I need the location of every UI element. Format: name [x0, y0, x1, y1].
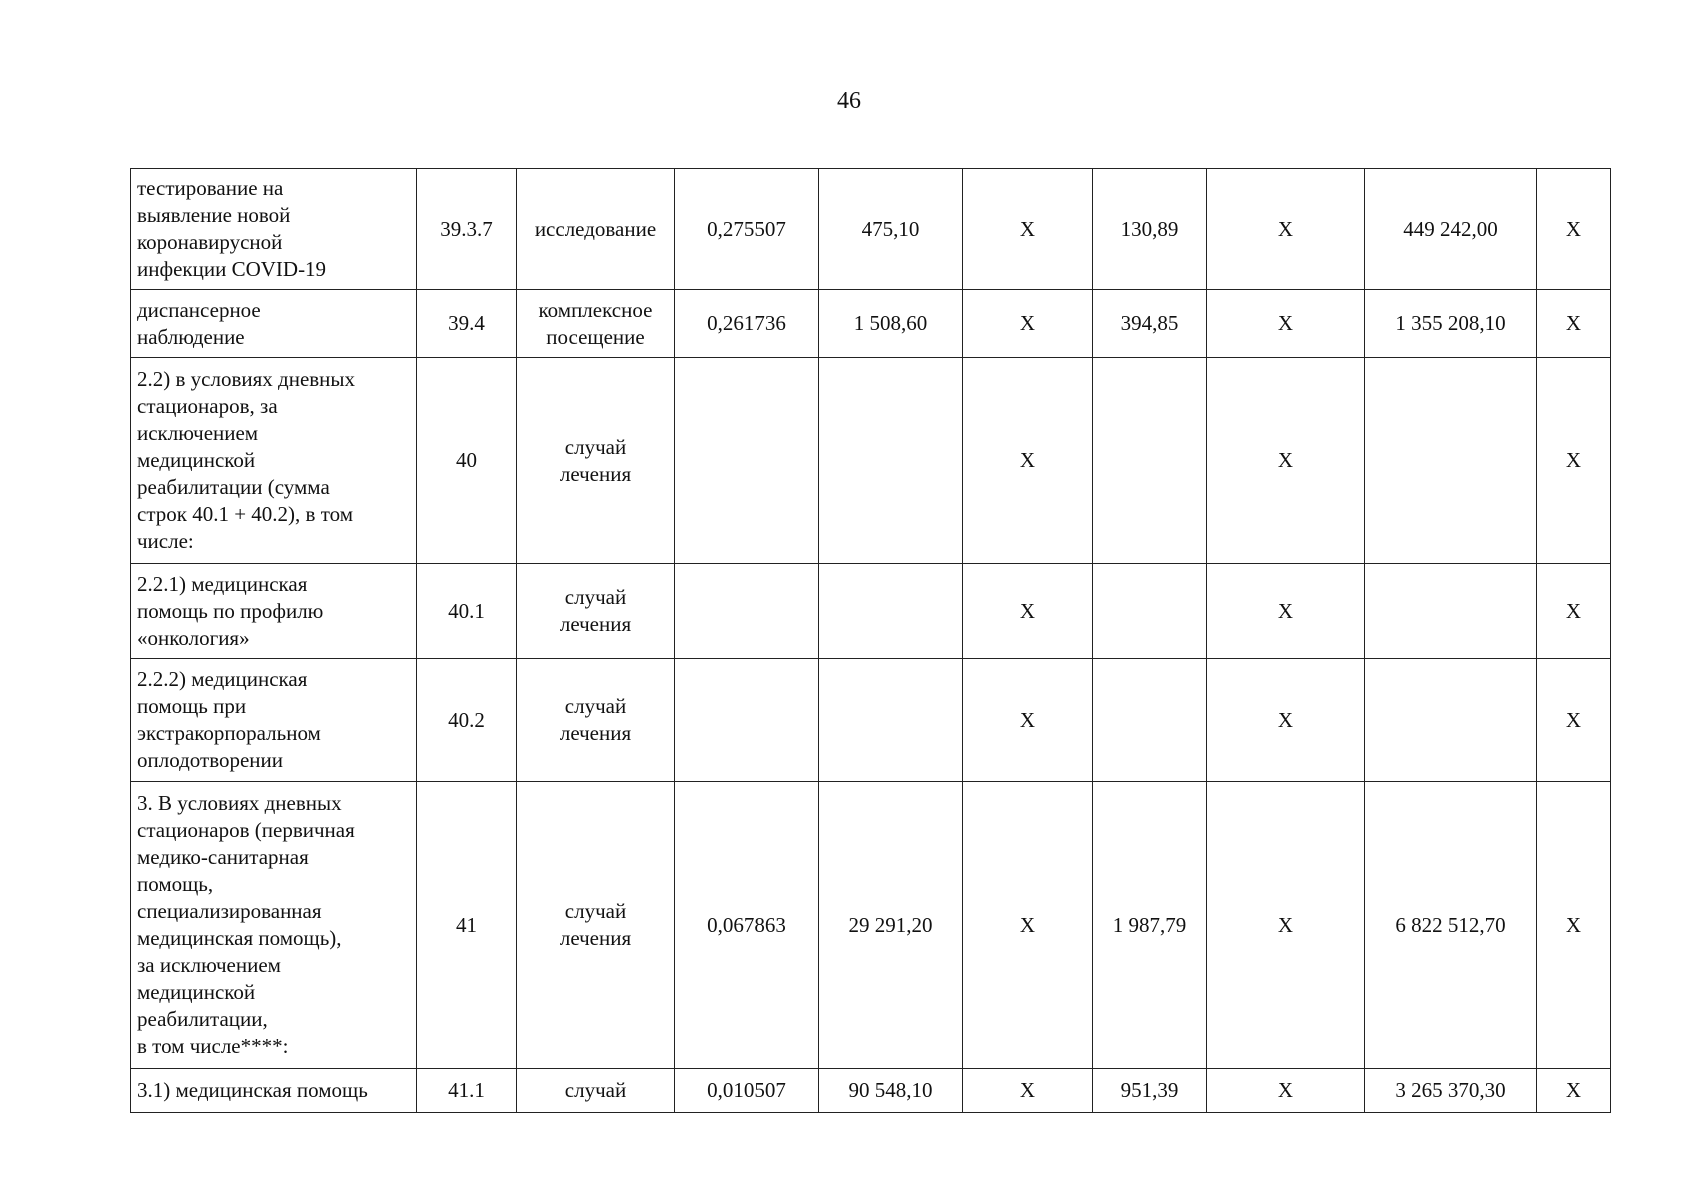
- row-x-mark-cell: X: [963, 1069, 1093, 1113]
- row-value-cell: 475,10: [819, 169, 963, 290]
- row-name-cell: 2.2) в условиях дневных стационаров, за исключением медицинской реабилитации (сумма строк 40.1 + 40.2), в том числе:: [131, 358, 417, 564]
- row-x-mark-cell: X: [963, 169, 1093, 290]
- row-value-cell: 0,275507: [675, 169, 819, 290]
- row-value-cell: 394,85: [1093, 290, 1207, 358]
- table-row: [131, 564, 1611, 659]
- row-value-cell: 1 987,79: [1093, 782, 1207, 1069]
- row-unit-cell: комплексное посещение: [517, 290, 675, 358]
- row-value-cell: [819, 659, 963, 782]
- row-x-mark-cell: X: [1537, 169, 1611, 290]
- row-x-mark-cell: X: [1207, 169, 1365, 290]
- table-row: [131, 782, 1611, 1069]
- row-unit-cell: случай лечения: [517, 358, 675, 564]
- row-code-cell: 39.4: [417, 290, 517, 358]
- row-value-cell: 449 242,00: [1365, 169, 1537, 290]
- row-x-mark-cell: X: [1537, 782, 1611, 1069]
- row-code-cell: 40.1: [417, 564, 517, 659]
- row-x-mark-cell: X: [1207, 1069, 1365, 1113]
- row-code-cell: 40: [417, 358, 517, 564]
- row-value-cell: 90 548,10: [819, 1069, 963, 1113]
- data-table: [130, 168, 1611, 1113]
- row-value-cell: [1093, 659, 1207, 782]
- row-value-cell: 3 265 370,30: [1365, 1069, 1537, 1113]
- row-unit-cell: случай лечения: [517, 782, 675, 1069]
- row-value-cell: [1093, 358, 1207, 564]
- row-x-mark-cell: X: [1537, 1069, 1611, 1113]
- row-x-mark-cell: X: [963, 358, 1093, 564]
- row-value-cell: [675, 564, 819, 659]
- row-value-cell: [1365, 564, 1537, 659]
- page-number: 46: [837, 88, 861, 114]
- row-x-mark-cell: X: [1537, 659, 1611, 782]
- row-x-mark-cell: X: [1207, 290, 1365, 358]
- row-x-mark-cell: X: [1537, 290, 1611, 358]
- row-value-cell: 130,89: [1093, 169, 1207, 290]
- row-name-cell: 2.2.2) медицинская помощь при экстракорпоральном оплодотворении: [131, 659, 417, 782]
- row-value-cell: [819, 358, 963, 564]
- row-unit-cell: случай лечения: [517, 659, 675, 782]
- row-value-cell: [675, 659, 819, 782]
- row-value-cell: 0,010507: [675, 1069, 819, 1113]
- row-name-cell: диспансерное наблюдение: [131, 290, 417, 358]
- row-value-cell: [819, 564, 963, 659]
- row-value-cell: 0,067863: [675, 782, 819, 1069]
- row-value-cell: [675, 358, 819, 564]
- table-row: [131, 290, 1611, 358]
- row-x-mark-cell: X: [963, 290, 1093, 358]
- row-value-cell: 6 822 512,70: [1365, 782, 1537, 1069]
- row-x-mark-cell: X: [1207, 358, 1365, 564]
- table-row: [131, 659, 1611, 782]
- row-code-cell: 40.2: [417, 659, 517, 782]
- row-x-mark-cell: X: [963, 659, 1093, 782]
- row-name-cell: 2.2.1) медицинская помощь по профилю «онкология»: [131, 564, 417, 659]
- row-x-mark-cell: X: [1537, 358, 1611, 564]
- row-name-cell: 3.1) медицинская помощь: [131, 1069, 417, 1113]
- row-x-mark-cell: X: [963, 564, 1093, 659]
- row-value-cell: 0,261736: [675, 290, 819, 358]
- table-row: [131, 358, 1611, 564]
- row-value-cell: 951,39: [1093, 1069, 1207, 1113]
- row-name-cell: 3. В условиях дневных стационаров (первичная медико-санитарная помощь, специализированная медицинская помощь), за исключением медицинской реабилитации, в том числе****:: [131, 782, 417, 1069]
- row-x-mark-cell: X: [1207, 782, 1365, 1069]
- row-value-cell: [1365, 659, 1537, 782]
- row-unit-cell: случай лечения: [517, 564, 675, 659]
- row-unit-cell: случай: [517, 1069, 675, 1113]
- row-unit-cell: исследование: [517, 169, 675, 290]
- row-value-cell: 29 291,20: [819, 782, 963, 1069]
- row-code-cell: 39.3.7: [417, 169, 517, 290]
- row-code-cell: 41.1: [417, 1069, 517, 1113]
- table-row: [131, 1069, 1611, 1113]
- row-code-cell: 41: [417, 782, 517, 1069]
- row-x-mark-cell: X: [963, 782, 1093, 1069]
- row-name-cell: тестирование на выявление новой коронавирусной инфекции COVID-19: [131, 169, 417, 290]
- row-value-cell: 1 355 208,10: [1365, 290, 1537, 358]
- row-x-mark-cell: X: [1207, 659, 1365, 782]
- row-x-mark-cell: X: [1537, 564, 1611, 659]
- row-value-cell: 1 508,60: [819, 290, 963, 358]
- row-value-cell: [1093, 564, 1207, 659]
- row-x-mark-cell: X: [1207, 564, 1365, 659]
- table-row: [131, 169, 1611, 290]
- row-value-cell: [1365, 358, 1537, 564]
